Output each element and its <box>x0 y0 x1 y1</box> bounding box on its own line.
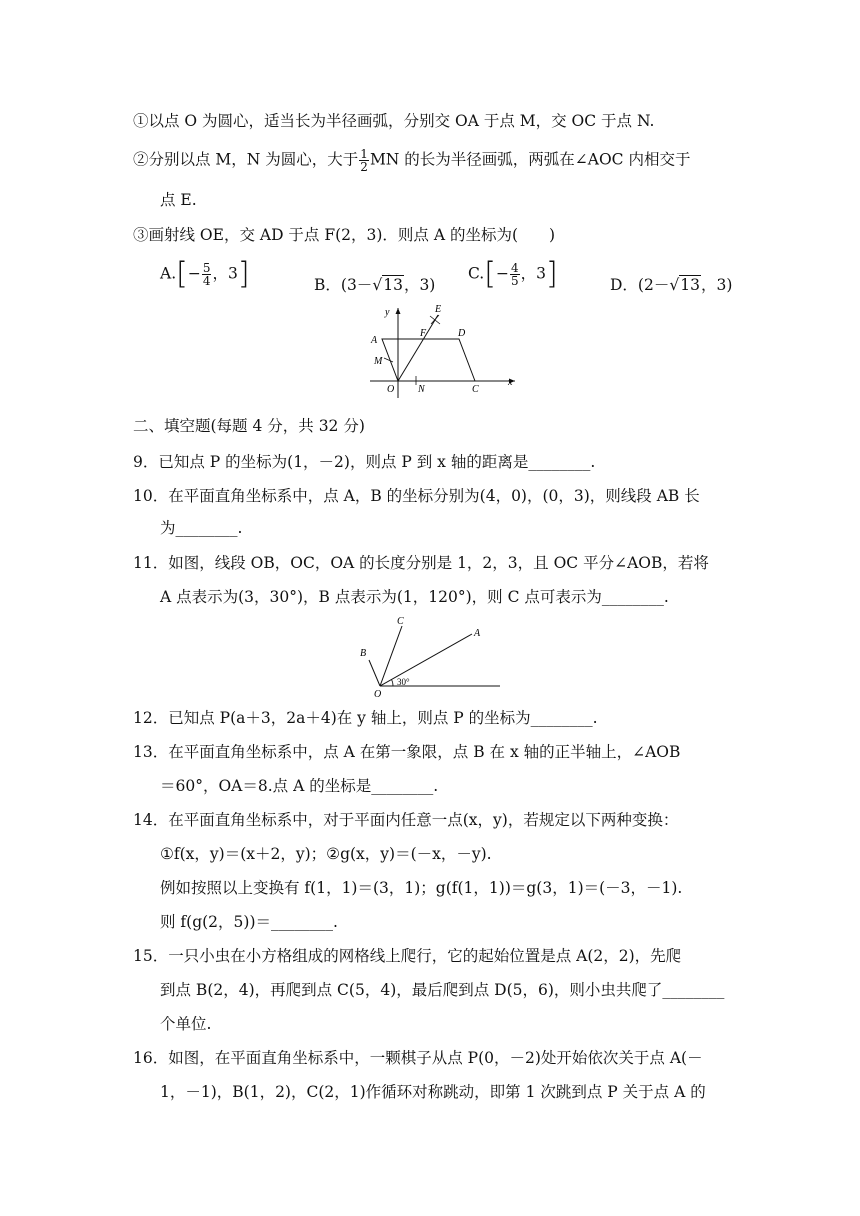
option-c-fraction <box>510 262 520 287</box>
label-e: E <box>435 304 442 315</box>
option-c-numerator: 4 <box>510 261 519 275</box>
label-o: O <box>387 384 395 395</box>
step-2-continuation: 点 E. <box>160 191 197 209</box>
right-bracket-icon: ] <box>545 256 558 292</box>
question-16-line-1: 16．如图，在平面直角坐标系中，一颗棋子从点 P(0，－2)处开始依次关于点 A(－ <box>133 1049 703 1067</box>
left-bracket-icon: [ <box>176 256 188 292</box>
question-14-line-2: ①f(x，y)＝(x＋2，y)；②g(x，y)＝(－x，－y). <box>160 845 492 863</box>
ray-ob <box>369 660 380 686</box>
label-c: C <box>472 384 479 395</box>
label-b: B <box>360 648 367 659</box>
label-x: x <box>508 377 513 388</box>
question-10-line-2: 为________. <box>160 519 243 537</box>
ray-oe <box>398 315 438 381</box>
label-d: D <box>458 328 466 339</box>
question-14-line-4: 则 f(g(2，5))＝________. <box>160 913 338 931</box>
option-a-label: A. <box>160 264 177 283</box>
option-c: C.[− $\frac{4}{5}$ ，3] <box>468 256 558 292</box>
label-y: y <box>385 307 390 318</box>
question-16-line-2: 1，－1)，B(1，2)，C(2，1)作循环对称跳动，即第 1 次跳到点 P 关于点 A 的 <box>160 1083 706 1101</box>
option-c-rest: ，3 <box>520 264 546 283</box>
trapezoid-outline <box>382 339 475 381</box>
fraction-denominator: 2 <box>360 160 368 174</box>
question-11-line-1: 11．如图，线段 OB，OC，OA 的长度分别是 1，2，3，且 OC 平分∠AOB，若将 <box>133 554 709 572</box>
question-14-line-1: 14．在平面直角坐标系中，对于平面内任意一点(x，y)，若规定以下两种变换： <box>133 811 679 829</box>
label-o: O <box>374 689 382 698</box>
option-c-label: C. <box>468 264 485 283</box>
fraction-numerator: 1 <box>360 147 368 161</box>
angle-arc-icon <box>392 680 394 687</box>
label-f: F <box>420 328 427 339</box>
fraction-half <box>359 148 369 173</box>
option-a-rest: ，3 <box>212 264 238 283</box>
label-a: A <box>474 628 481 639</box>
step-2-part-a: ②分别以点 M，N 为圆心，大于 <box>133 150 359 169</box>
trapezoid-figure <box>360 300 520 400</box>
option-d-pre: D．(2－ <box>610 276 670 294</box>
option-b-post: ，3) <box>403 276 436 294</box>
arc-mark-e-icon <box>430 315 440 324</box>
option-a: A.[− $\frac{5}{4}$ ，3] <box>160 256 250 292</box>
label-a: A <box>371 335 378 346</box>
arc-mark-m-icon <box>384 358 393 362</box>
option-d-post: ，3) <box>700 276 733 294</box>
rays-figure <box>355 608 505 698</box>
ray-oa <box>380 634 472 686</box>
question-11-line-2: A 点表示为(3，30°)，B 点表示为(1，120°)，则 C 点可表示为________. <box>160 588 669 606</box>
option-c-denominator: 5 <box>510 274 519 288</box>
option-b-pre: B．(3－ <box>314 276 373 294</box>
step-3-text: ③画射线 OE，交 AD 于点 F(2，3)．则点 A 的坐标为( ) <box>133 226 556 244</box>
option-d: D．(2－√13，3) <box>610 276 733 294</box>
y-axis-arrow-icon <box>396 308 401 314</box>
question-13-line-2: ＝60°，OA＝8.点 A 的坐标是________. <box>160 777 439 795</box>
question-10-line-1: 10．在平面直角坐标系中，点 A，B 的坐标分别为(4，0)，(0，3)，则线段 AB 长 <box>133 487 700 505</box>
option-a-denominator: 4 <box>202 274 211 288</box>
angle-label: 30° <box>397 677 410 687</box>
question-15-line-1: 15．一只小虫在小方格组成的网格线上爬行，它的起始位置是点 A(2，2)，先爬 <box>133 947 682 965</box>
option-a-fraction <box>202 262 212 287</box>
label-m: M <box>374 356 383 367</box>
left-bracket-icon: [ <box>484 256 496 292</box>
question-13-line-1: 13．在平面直角坐标系中，点 A 在第一象限，点 B 在 x 轴的正半轴上，∠AOB <box>133 743 681 761</box>
option-a-numerator: 5 <box>202 261 211 275</box>
question-15-line-2: 到点 B(2，4)，再爬到点 C(5，4)，最后爬到点 D(5，6)，则小虫共爬了________ <box>160 981 725 999</box>
step-2-text <box>133 148 690 173</box>
step-2-part-b: MN 的长为半径画弧，两弧在∠AOC 内相交于 <box>369 150 691 169</box>
question-15-line-3: 个单位. <box>160 1015 212 1033</box>
question-12: 12．已知点 P(a＋3，2a＋4)在 y 轴上，则点 P 的坐标为________. <box>133 709 598 727</box>
question-9: 9．已知点 P 的坐标为(1，－2)，则点 P 到 x 轴的距离是________. <box>133 453 596 471</box>
option-b: B．(3－√13，3) <box>314 276 436 294</box>
label-c: C <box>397 616 404 627</box>
label-n: N <box>418 384 425 395</box>
option-d-radicand: 13 <box>680 276 700 294</box>
option-b-radicand: 13 <box>383 276 403 294</box>
step-1-text: ①以点 O 为圆心，适当长为半径画弧，分别交 OA 于点 M，交 OC 于点 N. <box>133 112 655 130</box>
section-heading: 二、填空题(每题 4 分，共 32 分) <box>133 417 365 435</box>
question-14-line-3: 例如按照以上变换有 f(1，1)＝(3，1)；g(f(1，1))＝g(3，1)＝(－3，－1). <box>160 879 683 897</box>
right-bracket-icon: ] <box>237 256 250 292</box>
